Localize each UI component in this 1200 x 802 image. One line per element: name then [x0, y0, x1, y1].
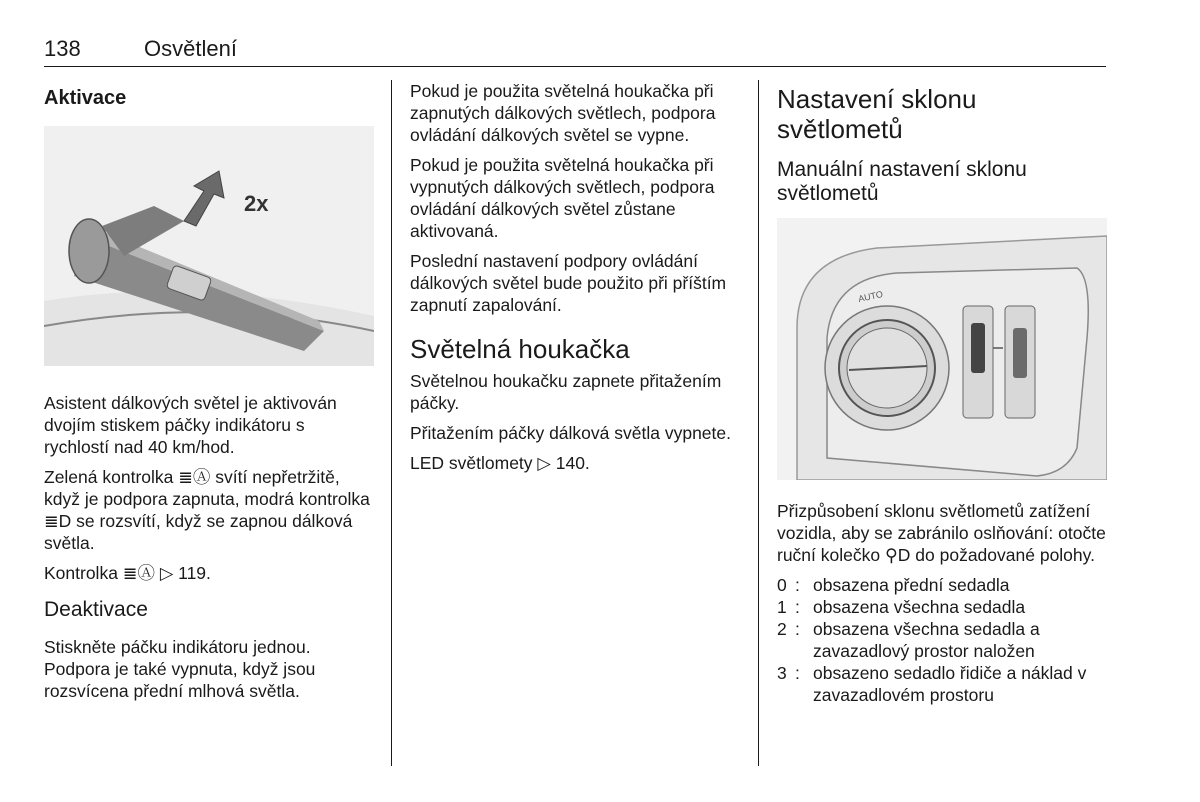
- list-item: [777, 662, 1107, 706]
- list-item-text: obsazena všechna sedadla a zavazadlový prostor naložen: [813, 619, 1040, 661]
- section-heading-flash: Světelná houkačka: [410, 334, 630, 364]
- middle-column: [410, 80, 745, 482]
- stalk-illustration: [44, 126, 374, 366]
- auto-label: AUTO: [857, 289, 884, 304]
- list-separator: :: [795, 575, 800, 595]
- page-header: [44, 34, 1106, 67]
- list-separator: :: [795, 597, 800, 617]
- list-item: [777, 596, 1107, 618]
- page-number: 138: [44, 36, 81, 61]
- paragraph: Zelená kontrolka ≣Ⓐ svítí nepřetržitě, když je podpora zapnuta, modrá kontrolka ≣D se rozsvítí, když se zapnou dálková světla.: [44, 467, 370, 553]
- column-divider: [391, 80, 392, 766]
- subsection-heading-manual: Manuální nastavení sklonu světlometů: [777, 158, 1027, 205]
- section-heading-activation: Aktivace: [44, 87, 127, 109]
- load-levels-list: [777, 574, 1107, 706]
- paragraph: Přizpůsobení sklonu světlometů zatížení vozidla, aby se zabránilo oslňování: otočte ruční kolečko ⚲D do požadované polohy.: [777, 501, 1106, 565]
- section-heading-leveling: Nastavení sklonu světlometů: [777, 84, 977, 144]
- left-column: [44, 80, 374, 710]
- paragraph: LED světlomety ▷ 140.: [410, 453, 590, 473]
- section-heading-deactivation: Deaktivace: [44, 598, 148, 621]
- list-item-number: 0: [777, 575, 787, 595]
- list-separator: :: [795, 619, 800, 639]
- right-column: [777, 80, 1107, 706]
- list-item: [777, 574, 1107, 596]
- column-divider: [758, 80, 759, 766]
- paragraph: Světelnou houkačku zapnete přitažením páčky.: [410, 371, 722, 413]
- list-item: [777, 618, 1107, 662]
- paragraph: Poslední nastavení podpory ovládání dálkových světel bude použito při příštím zapnutí zapalování.: [410, 251, 727, 315]
- paragraph: Asistent dálkových světel je aktivován dvojím stiskem páčky indikátoru s rychlostí nad 40 km/hod.: [44, 393, 337, 457]
- figure-label-2x: 2x: [244, 191, 269, 216]
- list-item-text: obsazeno sedadlo řidiče a náklad v zavazadlovém prostoru: [813, 663, 1087, 705]
- paragraph: Pokud je použita světelná houkačka při vypnutých dálkových světlech, podpora ovládání dálkových světel zůstane aktivovaná.: [410, 155, 715, 241]
- list-separator: :: [795, 663, 800, 683]
- list-item-number: 1: [777, 597, 787, 617]
- list-item-text: obsazena přední sedadla: [813, 575, 1010, 595]
- headlight-switch-illustration: [777, 218, 1107, 480]
- paragraph: Stiskněte páčku indikátoru jednou. Podpora je také vypnuta, když jsou rozsvícena přední mlhová světla.: [44, 637, 316, 701]
- chapter-title: Osvětlení: [144, 36, 237, 61]
- list-item-text: obsazena všechna sedadla: [813, 597, 1026, 617]
- paragraph: Pokud je použita světelná houkačka při zapnutých dálkových světlech, podpora ovládání dálkových světel se vypne.: [410, 81, 716, 145]
- paragraph: Přitažením páčky dálková světla vypnete.: [410, 423, 731, 443]
- paragraph: Kontrolka ≣Ⓐ ▷ 119.: [44, 563, 211, 583]
- indicator-stalk-image: [44, 126, 374, 366]
- list-item-number: 3: [777, 663, 787, 683]
- list-item-number: 2: [777, 619, 787, 639]
- light-switch-image: [777, 218, 1107, 480]
